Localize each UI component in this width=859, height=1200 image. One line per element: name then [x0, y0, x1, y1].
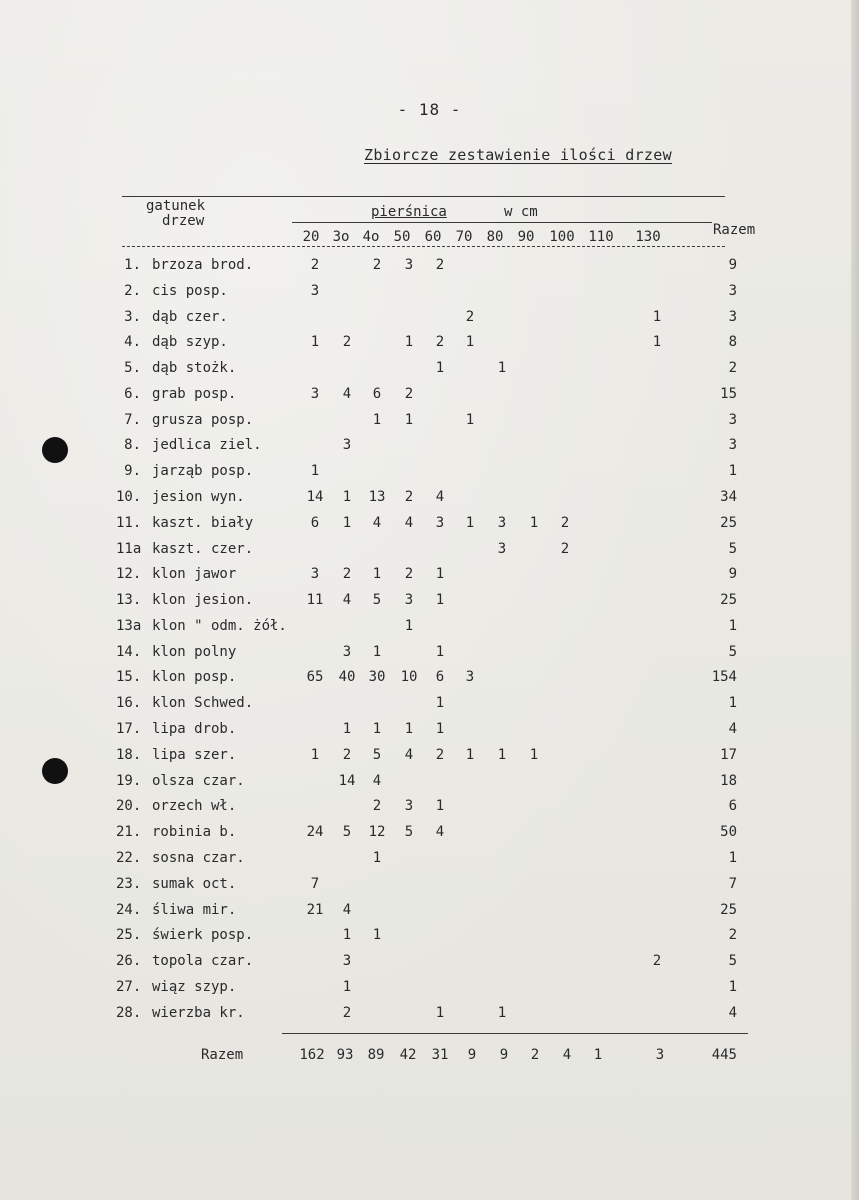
count-cell: 1 — [465, 334, 475, 351]
count-cell: 2 — [342, 566, 352, 583]
count-cell: 3 — [310, 385, 320, 402]
count-cell: 1 — [497, 360, 507, 377]
row-total: 5 — [728, 540, 737, 557]
species-name: dąb stożk. — [152, 360, 237, 377]
count-cell: 1 — [435, 592, 445, 609]
count-cell: 2 — [404, 385, 414, 402]
row-number: 21. — [116, 824, 142, 841]
row-number: 18. — [116, 746, 142, 763]
row-number: 24. — [116, 901, 142, 918]
count-cell: 4 — [404, 746, 414, 763]
count-cell: 4 — [435, 824, 445, 841]
totals-cell: 2 — [530, 1047, 540, 1063]
count-cell: 1 — [404, 334, 414, 351]
count-cell: 1 — [342, 978, 352, 995]
count-cell: 14 — [306, 489, 324, 506]
row-total: 8 — [728, 334, 737, 351]
totals-cell: 93 — [336, 1047, 354, 1063]
punch-hole — [42, 758, 68, 784]
punch-hole — [42, 437, 68, 463]
totals-rule — [282, 1033, 748, 1034]
totals-cell: 162 — [299, 1047, 325, 1063]
row-number: 9. — [124, 463, 141, 480]
row-number: 27. — [116, 978, 142, 995]
count-cell: 1 — [342, 721, 352, 738]
count-cell: 3 — [465, 669, 475, 686]
column-header-1: 3o — [332, 229, 350, 245]
count-cell: 1 — [497, 746, 507, 763]
species-name: klon Schwed. — [152, 695, 254, 712]
count-cell: 1 — [529, 746, 539, 763]
column-header-0: 20 — [302, 229, 320, 245]
row-total: 3 — [728, 437, 737, 454]
species-name: jedlica ziel. — [152, 437, 262, 454]
row-number: 15. — [116, 669, 142, 686]
row-number: 8. — [124, 437, 141, 454]
totals-cell: 9 — [467, 1047, 477, 1063]
column-header-6: 80 — [486, 229, 504, 245]
count-cell: 2 — [435, 334, 445, 351]
column-header-9: 110 — [588, 229, 614, 245]
row-total: 5 — [728, 953, 737, 970]
count-cell: 1 — [310, 334, 320, 351]
count-cell: 1 — [465, 746, 475, 763]
count-cell: 1 — [435, 566, 445, 583]
count-cell: 1 — [372, 566, 382, 583]
count-cell: 6 — [310, 514, 320, 531]
count-cell: 2 — [435, 257, 445, 273]
header-circumference: pierśnica — [371, 204, 447, 220]
column-header-8: 100 — [549, 229, 575, 245]
row-number: 25. — [116, 927, 142, 944]
row-total: 25 — [720, 592, 737, 609]
species-name: lipa szer. — [152, 746, 237, 763]
row-number: 3. — [124, 308, 141, 325]
count-cell: 1 — [372, 849, 382, 866]
count-cell: 1 — [435, 360, 445, 377]
count-cell: 1 — [404, 411, 414, 428]
species-name: brzoza brod. — [152, 257, 254, 273]
row-number: 16. — [116, 695, 142, 712]
header-species-line2: drzew — [162, 213, 205, 229]
species-name: wierzba kr. — [152, 1004, 245, 1021]
count-cell: 1 — [342, 927, 352, 944]
count-cell: 1 — [435, 798, 445, 815]
species-name: orzech wł. — [152, 798, 237, 815]
row-number: 12. — [116, 566, 142, 583]
count-cell: 1 — [465, 411, 475, 428]
row-total: 1 — [728, 617, 737, 634]
species-name: topola czar. — [152, 953, 254, 970]
header-bottom-rule — [122, 246, 725, 247]
count-cell: 1 — [404, 617, 414, 634]
species-name: cis posp. — [152, 282, 228, 299]
count-cell: 4 — [342, 901, 352, 918]
count-cell: 2 — [310, 257, 320, 273]
row-total: 9 — [728, 566, 737, 583]
column-header-4: 60 — [424, 229, 442, 245]
column-header-7: 90 — [517, 229, 535, 245]
row-total: 4 — [728, 1004, 737, 1021]
count-cell: 1 — [435, 695, 445, 712]
count-cell: 1 — [435, 1004, 445, 1021]
row-number: 6. — [124, 385, 141, 402]
row-number: 19. — [116, 772, 142, 789]
count-cell: 1 — [310, 746, 320, 763]
count-cell: 3 — [342, 953, 352, 970]
row-total: 18 — [720, 772, 737, 789]
row-number: 28. — [116, 1004, 142, 1021]
count-cell: 14 — [338, 772, 356, 789]
row-total: 3 — [728, 282, 737, 299]
row-number: 20. — [116, 798, 142, 815]
count-cell: 2 — [342, 746, 352, 763]
count-cell: 24 — [306, 824, 324, 841]
row-total: 5 — [728, 643, 737, 660]
count-cell: 5 — [372, 592, 382, 609]
row-total: 9 — [728, 257, 737, 273]
count-cell: 4 — [404, 514, 414, 531]
species-name: wiąz szyp. — [152, 978, 237, 995]
species-name: klon jawor — [152, 566, 237, 583]
row-total: 1 — [728, 463, 737, 480]
count-cell: 1 — [465, 514, 475, 531]
count-cell: 10 — [400, 669, 418, 686]
row-number: 23. — [116, 875, 142, 892]
species-name: kaszt. biały — [152, 514, 254, 531]
count-cell: 13 — [368, 489, 386, 506]
paper-edge — [851, 0, 859, 1200]
row-total: 6 — [728, 798, 737, 815]
row-total: 1 — [728, 978, 737, 995]
count-cell: 2 — [560, 540, 570, 557]
count-cell: 1 — [497, 1004, 507, 1021]
count-cell: 65 — [306, 669, 324, 686]
grand-total: 445 — [711, 1047, 737, 1063]
count-cell: 4 — [342, 592, 352, 609]
count-cell: 3 — [497, 540, 507, 557]
column-header-2: 4o — [362, 229, 380, 245]
row-total: 4 — [728, 721, 737, 738]
count-cell: 2 — [560, 514, 570, 531]
count-cell: 2 — [404, 489, 414, 506]
row-total: 34 — [720, 489, 737, 506]
row-total: 1 — [728, 695, 737, 712]
count-cell: 1 — [652, 308, 662, 325]
header-species-line1: gatunek — [146, 198, 206, 214]
column-header-5: 70 — [455, 229, 473, 245]
count-cell: 7 — [310, 875, 320, 892]
count-cell: 1 — [372, 721, 382, 738]
count-cell: 1 — [342, 514, 352, 531]
species-name: sosna czar. — [152, 849, 245, 866]
row-number: 17. — [116, 721, 142, 738]
count-cell: 1 — [529, 514, 539, 531]
table-top-rule — [122, 196, 725, 197]
row-number: 11. — [116, 514, 142, 531]
row-number: 7. — [124, 411, 141, 428]
species-name: grusza posp. — [152, 411, 254, 428]
row-total: 25 — [720, 901, 737, 918]
count-cell: 2 — [652, 953, 662, 970]
row-total: 25 — [720, 514, 737, 531]
totals-cell: 89 — [367, 1047, 385, 1063]
count-cell: 40 — [338, 669, 356, 686]
row-number: 4. — [124, 334, 141, 351]
count-cell: 1 — [435, 721, 445, 738]
totals-cell: 4 — [562, 1047, 572, 1063]
species-name: sumak oct. — [152, 875, 237, 892]
species-name: jarząb posp. — [152, 463, 254, 480]
count-cell: 4 — [372, 772, 382, 789]
row-number: 13a — [116, 617, 142, 634]
count-cell: 3 — [404, 592, 414, 609]
count-cell: 1 — [372, 927, 382, 944]
count-cell: 30 — [368, 669, 386, 686]
species-name: świerk posp. — [152, 927, 254, 944]
species-name: klon jesion. — [152, 592, 254, 609]
row-number: 10. — [116, 489, 142, 506]
count-cell: 4 — [372, 514, 382, 531]
count-cell: 2 — [342, 1004, 352, 1021]
count-cell: 3 — [435, 514, 445, 531]
row-total: 154 — [711, 669, 737, 686]
count-cell: 1 — [435, 643, 445, 660]
row-total: 7 — [728, 875, 737, 892]
column-header-3: 50 — [393, 229, 411, 245]
row-total: 15 — [720, 385, 737, 402]
totals-cell: 31 — [431, 1047, 449, 1063]
totals-cell: 1 — [593, 1047, 603, 1063]
species-name: klon posp. — [152, 669, 237, 686]
row-number: 26. — [116, 953, 142, 970]
row-number: 14. — [116, 643, 142, 660]
page-number: - 18 - — [397, 100, 462, 119]
row-total: 1 — [728, 849, 737, 866]
species-name: robinia b. — [152, 824, 237, 841]
row-number: 2. — [124, 282, 141, 299]
species-name: dąb czer. — [152, 308, 228, 325]
table-title: Zbiorcze zestawienie ilości drzew — [364, 146, 672, 164]
count-cell: 5 — [342, 824, 352, 841]
column-header-10: 130 — [635, 229, 661, 245]
count-cell: 3 — [404, 257, 414, 273]
species-name: śliwa mir. — [152, 901, 237, 918]
row-number: 13. — [116, 592, 142, 609]
count-cell: 12 — [368, 824, 386, 841]
header-unit: w cm — [504, 204, 538, 220]
count-cell: 1 — [372, 411, 382, 428]
species-name: grab posp. — [152, 385, 237, 402]
totals-cell: 42 — [399, 1047, 417, 1063]
species-name: klon polny — [152, 643, 237, 660]
species-name: kaszt. czer. — [152, 540, 254, 557]
totals-cell: 9 — [499, 1047, 509, 1063]
count-cell: 1 — [404, 721, 414, 738]
count-cell: 5 — [404, 824, 414, 841]
species-name: olsza czar. — [152, 772, 245, 789]
count-cell: 1 — [310, 463, 320, 480]
count-cell: 1 — [652, 334, 662, 351]
count-cell: 3 — [310, 282, 320, 299]
totals-label: Razem — [201, 1047, 244, 1063]
row-number: 22. — [116, 849, 142, 866]
count-cell: 3 — [342, 437, 352, 454]
count-cell: 2 — [435, 746, 445, 763]
count-cell: 21 — [306, 901, 324, 918]
count-cell: 11 — [306, 592, 324, 609]
count-cell: 3 — [497, 514, 507, 531]
count-cell: 6 — [372, 385, 382, 402]
count-cell: 1 — [342, 489, 352, 506]
count-cell: 4 — [342, 385, 352, 402]
count-cell: 1 — [372, 643, 382, 660]
count-cell: 3 — [342, 643, 352, 660]
count-cell: 4 — [435, 489, 445, 506]
species-name: lipa drob. — [152, 721, 237, 738]
row-total: 17 — [720, 746, 737, 763]
count-cell: 2 — [342, 334, 352, 351]
totals-cell: 3 — [655, 1047, 665, 1063]
count-cell: 2 — [465, 308, 475, 325]
count-cell: 2 — [372, 798, 382, 815]
header-total: Razem — [713, 222, 756, 238]
count-cell: 6 — [435, 669, 445, 686]
count-cell: 2 — [404, 566, 414, 583]
count-cell: 3 — [310, 566, 320, 583]
species-name: jesion wyn. — [152, 489, 245, 506]
row-number: 11a — [116, 540, 142, 557]
row-total: 50 — [720, 824, 737, 841]
row-total: 3 — [728, 411, 737, 428]
count-cell: 5 — [372, 746, 382, 763]
count-cell: 2 — [372, 257, 382, 273]
row-total: 3 — [728, 308, 737, 325]
count-cell: 3 — [404, 798, 414, 815]
header-mid-rule — [292, 222, 712, 223]
row-total: 2 — [728, 360, 737, 377]
row-number: 5. — [124, 360, 141, 377]
species-name: klon " odm. żół. — [152, 617, 287, 634]
row-total: 2 — [728, 927, 737, 944]
species-name: dąb szyp. — [152, 334, 228, 351]
row-number: 1. — [124, 257, 141, 273]
